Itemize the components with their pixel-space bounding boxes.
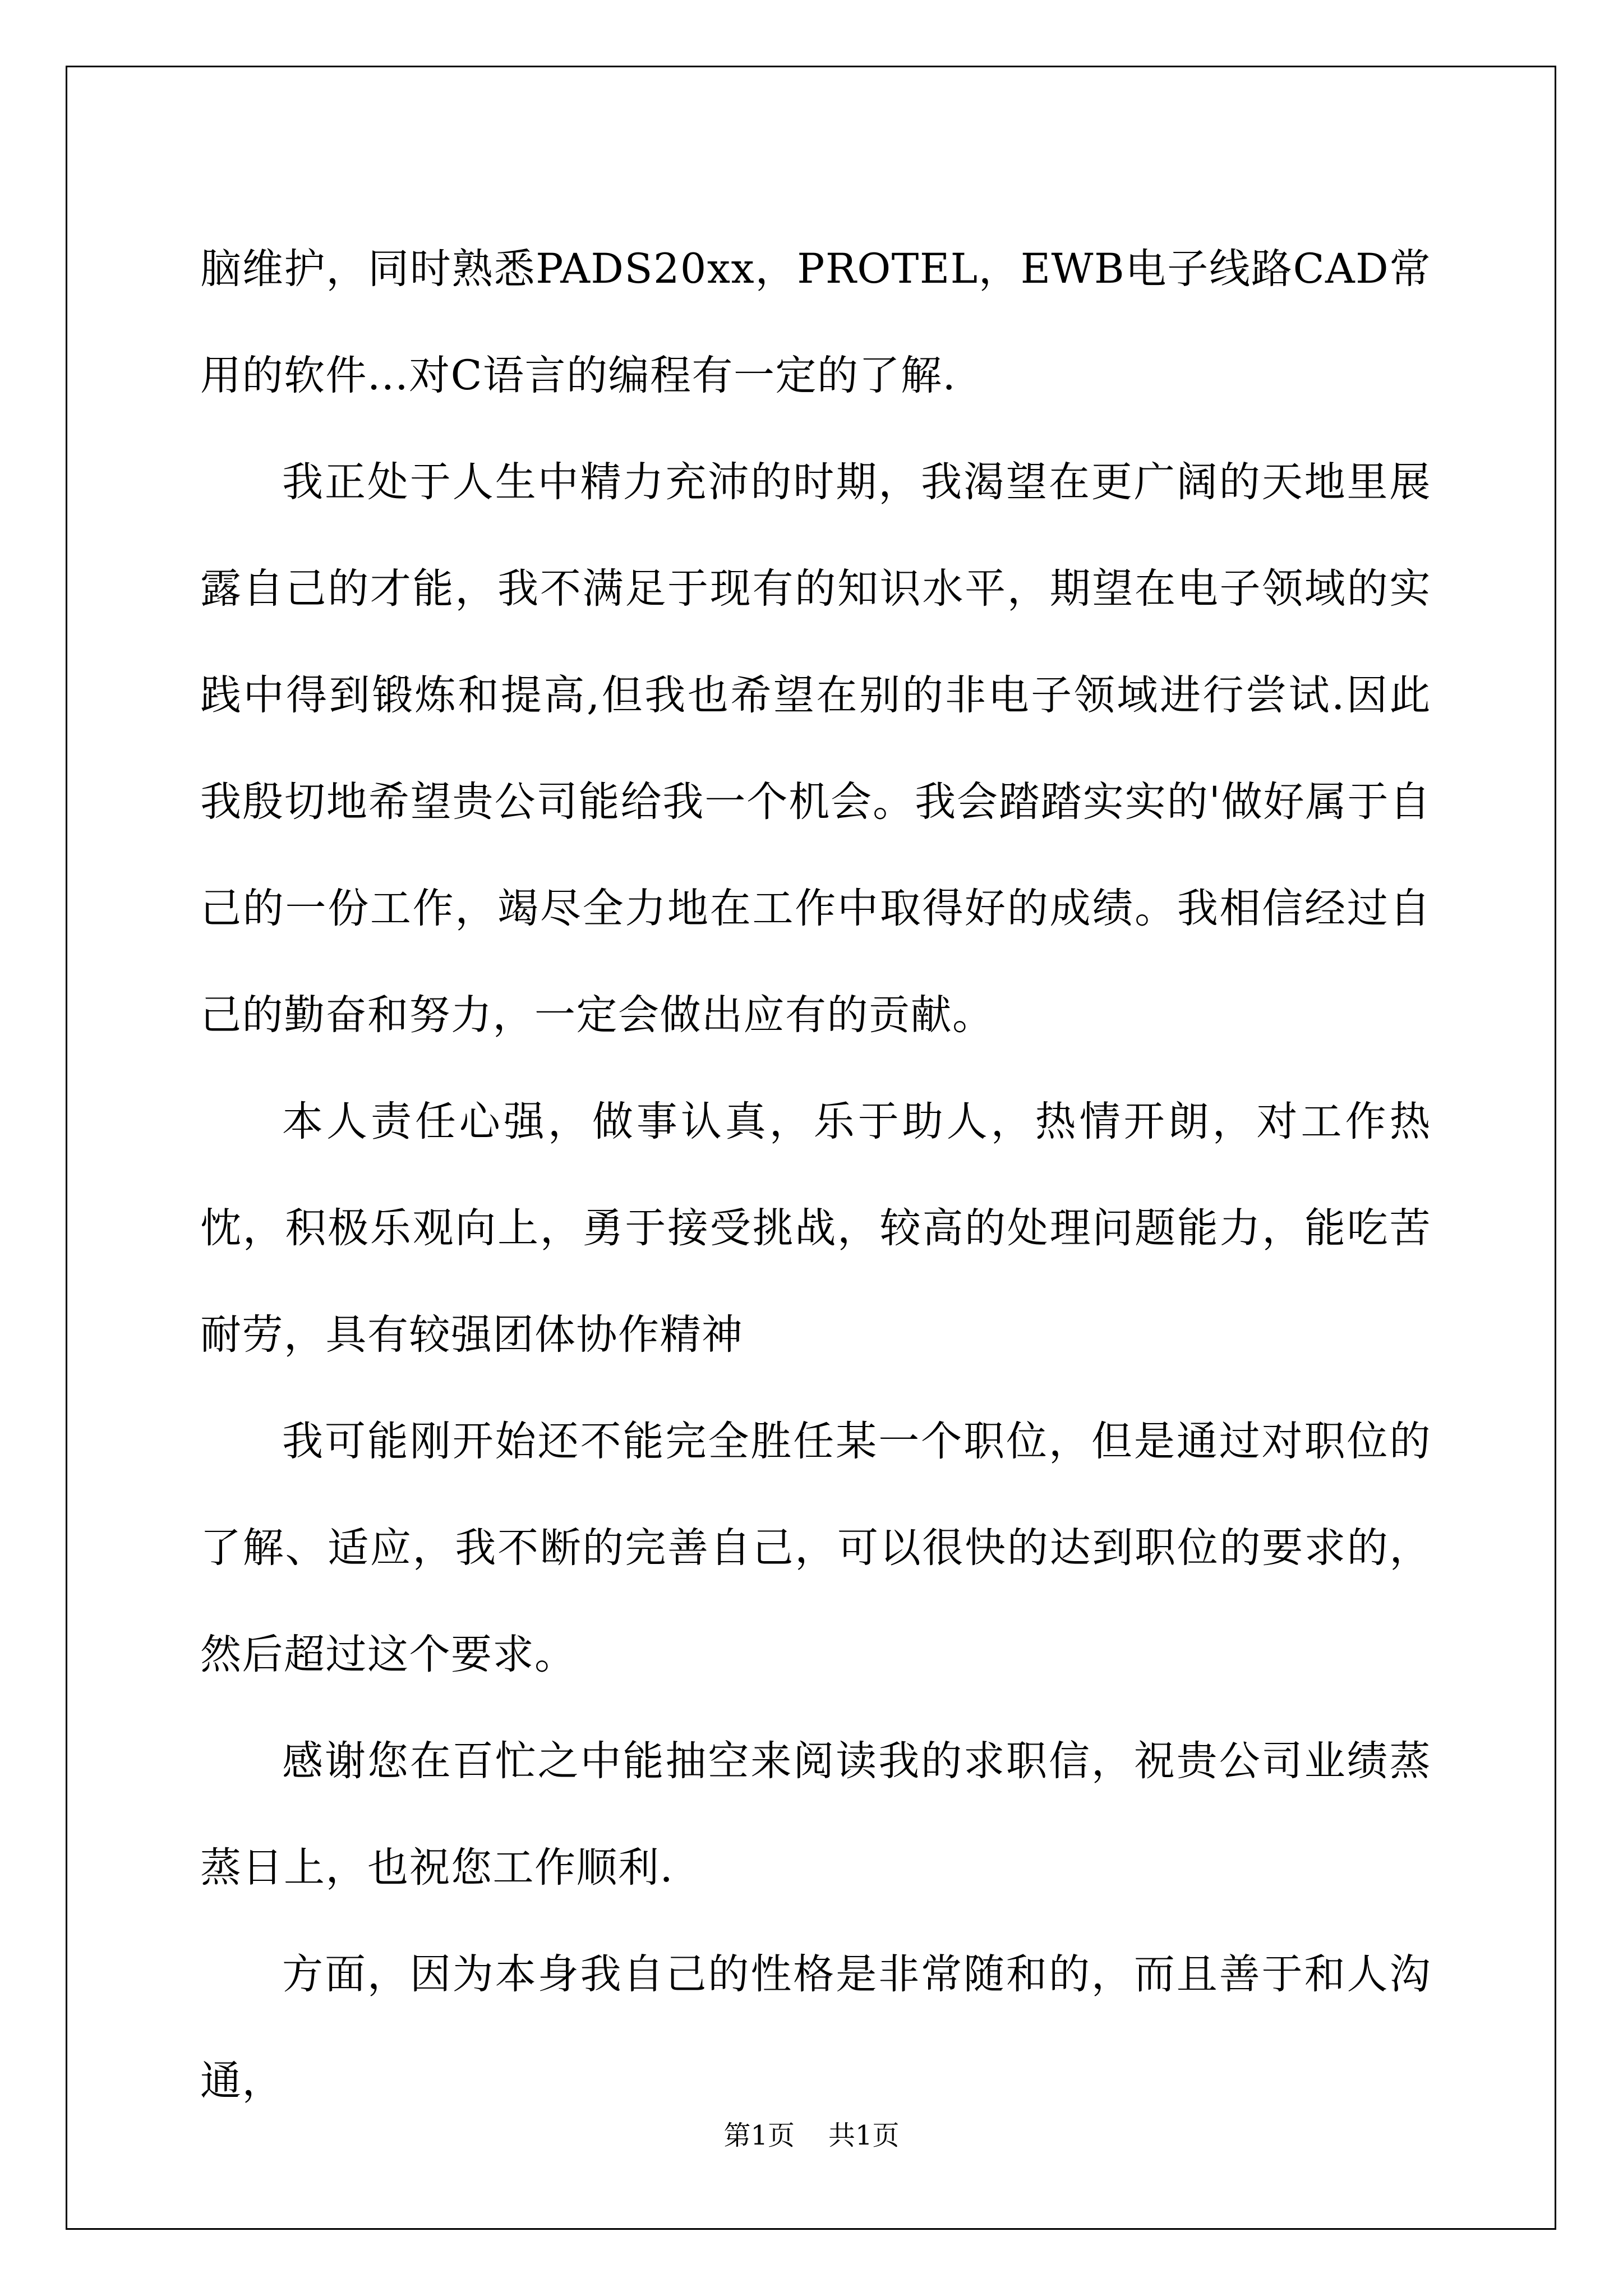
page-footer bbox=[0, 2114, 1623, 2152]
paragraph: 我正处于人生中精力充沛的时期，我渴望在更广阔的天地里展露自己的才能，我不满足于现有的知识水平，期望在电子领域的实践中得到锻炼和提高,但我也希望在别的非电子领域进行尝试.因此我殷切地希望贵公司能给我一个机会。我会踏踏实实的'做好属于自己的一份工作，竭尽全力地在工作中取得好的成绩。我相信经过自己的勤奋和努力，一定会做出应有的贡献。 bbox=[200, 458, 1431, 1039]
paragraph: 本人责任心强，做事认真，乐于助人，热情开朗，对工作热忱，积极乐观向上，勇于接受挑战，较高的处理问题能力，能吃苦耐劳，具有较强团体协作精神 bbox=[200, 1098, 1431, 1359]
document-body bbox=[200, 216, 1431, 2134]
paragraph: 感谢您在百忙之中能抽空来阅读我的求职信，祝贵公司业绩蒸蒸日上，也祝您工作顺利. bbox=[200, 1737, 1431, 1892]
paragraph: 脑维护，同时熟悉PADS20xx，PROTEL，EWB电子线路CAD常用的软件...对C语言的编程有一定的了解. bbox=[200, 245, 1431, 399]
paragraph: 我可能刚开始还不能完全胜任某一个职位，但是通过对职位的了解、适应，我不断的完善自己，可以很快的达到职位的要求的，然后超过这个要求。 bbox=[200, 1418, 1431, 1678]
page-number-total: 共1页 bbox=[828, 2120, 900, 2151]
paragraph: 方面，因为本身我自己的性格是非常随和的，而且善于和人沟通， bbox=[200, 1950, 1431, 2105]
page-number-current: 第1页 bbox=[723, 2120, 795, 2151]
